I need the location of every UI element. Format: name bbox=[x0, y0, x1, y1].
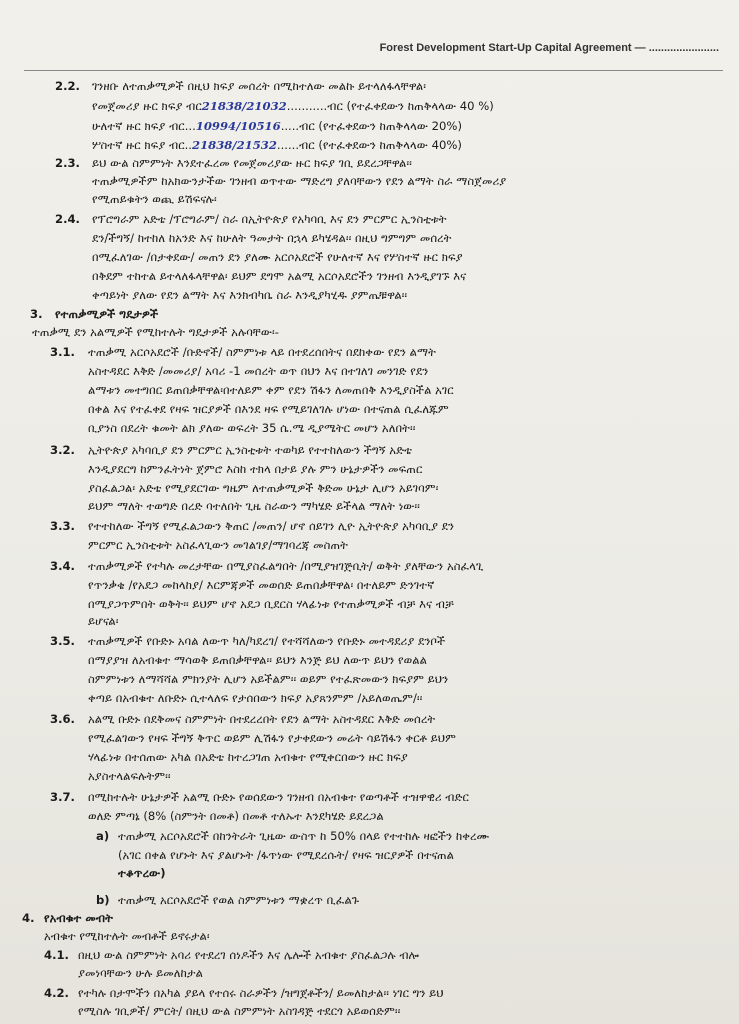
s34-line2: የጥንቃቄ /የአደጋ መከላከያ/ እርምጃዎች መወሰድ ይጠበቃቸዋል፡ በተለይም ድንገተኛ bbox=[88, 578, 435, 592]
handwritten-amount-2: 10994/10516 bbox=[195, 119, 281, 133]
s24-line3: በሚፈለገው /በታቀደው/ መጠን ደን ያለሙ አርሶአደሮች የሁለተኛ እና የሦስተኛ ዙር ክፍያ bbox=[92, 250, 463, 264]
s22-line3 bbox=[92, 119, 462, 133]
s32-line3: ያስፈልጋል፡ አድቴ የሚያደርገው ግዜም ለተጠቃሚዎች ቅድመ ሁኔታ ሊሆን አይገባም፡ bbox=[88, 481, 439, 495]
s23-line2: ተጠቃሚዎችም ከአክውንታችው ገንዘብ ወጥተው ማድረግ ያለባቸውን የደን ልማት ስራ ማስጀመሪያ bbox=[92, 174, 507, 188]
section-3-title: የተጠቃሚዎች ግዴታዎች bbox=[55, 307, 159, 321]
section-3-1-number: 3.1. bbox=[50, 345, 75, 359]
s22-line4 bbox=[92, 138, 462, 152]
s32-line4: ይህም ማለት ተወግድ በረድ ባተለበት ጊዜ ስራውን ማካሄድ ይችላል ማለት ነው፡፡ bbox=[88, 499, 420, 513]
s22-l2-text-a: የመጀመሪያ ዙር ክፍያ ብር bbox=[92, 99, 202, 113]
s34-line4: ይሆናል፡ bbox=[88, 614, 119, 628]
s22-line2 bbox=[92, 99, 494, 113]
s36-line3: ሃላፊነቱ በተሰጠው አካል በአድቴ ከተረጋገጠ አብቁተ የሚቀርበውን ዙር ክፍያ bbox=[88, 750, 408, 764]
s34-line3: በሚያጋጥምበት ወቅት፡፡ ይህም ሆኖ አደጋ ቢደርስ ሃላፊነቱ የተጠቃሚዎች ብቻ እና ብቻ bbox=[88, 597, 454, 611]
section-2-3-number: 2.3. bbox=[55, 156, 80, 170]
s41-line1: በዚህ ውል ስምምነት አባሪ የተደረገ ሰነዶችን እና ሌሎች አብቁተ ያስፈልጋሉ ብሎ bbox=[78, 948, 420, 962]
section-4-1-number: 4.1. bbox=[44, 948, 69, 962]
section-3-6-number: 3.6. bbox=[50, 712, 75, 726]
s35-line2: በማያያዝ ለአብቁተ ማሳወቅ ይጠበቃቸዋል፡፡ ይህን እንጅ ይህ ለውጥ ይህን የወልል bbox=[88, 653, 427, 667]
section-3-7-number: 3.7. bbox=[50, 790, 75, 804]
s33-line1: የተተከለው ችግኝ የሚፈልጋውን ቅጠር /መጠን/ ሆኖ ሰይገን ሊዮ ኢትዮጵያ አካባቢያ ደን bbox=[88, 519, 455, 533]
section-3-2-number: 3.2. bbox=[50, 443, 75, 457]
s31-line1: ተጠቃሚ አርሶአደሮች /ቡድኖች/ ስምምነቱ ላይ በተደረሰበትና በደከቀው የደን ልማት bbox=[88, 345, 436, 359]
s31-line4: በቀል እና የተፈቀደ የዛፍ ዝርያዎች በእንደ ዛፍ የሚይገለገሉ ሆነው በተናጠል ሲፈለጁም bbox=[88, 402, 449, 416]
header-rule bbox=[24, 70, 723, 71]
s22-l2-text-b: ...........ብር (የተፈቀደውን ከጠቅላላው 40 %) bbox=[286, 99, 494, 113]
section-2-4-number: 2.4. bbox=[55, 212, 80, 226]
section-4-title: የአብቁተ መብት bbox=[44, 911, 113, 925]
section-3-number: 3. bbox=[30, 307, 43, 321]
section-4-2-number: 4.2. bbox=[44, 986, 69, 1000]
s24-line5: ቀጣይነት ያለው የደን ልማት እና እንክብካቤ ስራ እንዲያካሂዱ ያምጤቹዋል፡፡ bbox=[92, 288, 408, 302]
item-a-label: a) bbox=[96, 829, 110, 843]
s32-line1: ኢትዮጵያ አካባቢያ ደን ምርምር ኢንስቲቱት ተወካይ የተተከለውን ችግኝ አድቴ bbox=[88, 443, 412, 457]
s37-a-line1: ተጠቃሚ አርሶአደሮች በከንትራት ጊዜው ውስጥ ከ 50% በላይ የተተከሉ ዛፎችን ከቀረሙ bbox=[118, 829, 490, 843]
s24-line1: የፕሮግራም አድቴ /ፕሮግራም/ ስራ በኢትዮጵያ የአካባቢ እና ደን ምርምር ኢንስቲቱት bbox=[92, 212, 447, 226]
s31-line3: ልማቱን መተግበር ይጠበቃቸዋል፡በተለይም ቀም የደን ሽፋን ለመጠበቅ እንዲያስችል አገር bbox=[88, 383, 454, 397]
section-3-5-number: 3.5. bbox=[50, 634, 75, 648]
s22-line1: ገንዘቡ ለተጠቃሚዎች በዚህ ክፍያ መሰረት በሚከተለው መልኩ ይተላለፋላቸዋል፡ bbox=[92, 79, 426, 93]
s36-line2: የሚፈልገውን የዛፍ ችግኝ ቅጥር ወይም ሊሽፋን የታቀደውን መሬት ሳይሽፋን ቀርቶ ይህም bbox=[88, 731, 456, 745]
s23-line1: ይህ ውል ስምምነት እንደተፈረመ የመጀመሪያው ዙር ክፍያ ገቢ ይደረጋቸዋል፡፡ bbox=[92, 156, 412, 170]
section-3-4-number: 3.4. bbox=[50, 559, 75, 573]
s24-line4: በቅደም ተከተል ይተላለፋላቸዋል፡ ይህም ደግሞ አልሚ አርሶአደሮችን ገንዘብ እንዲያገኙ እና bbox=[92, 269, 467, 283]
section-4-intro: አብቁተ የሚከተሉት መብቶች ይኖሩታል፡ bbox=[44, 929, 210, 943]
s22-l4-text-a: ሦስተኛ ዙር ክፍያ ብር.. bbox=[92, 138, 192, 152]
s35-line3: ስምምነቱን ለማሻሻል ምክንያት ሊሆን አይችልም፡፡ ወይም የተፈጽመውን ክፍያም ይህን bbox=[88, 672, 449, 686]
s37-a-line3: ተቆጥረው) bbox=[118, 866, 166, 880]
s33-line2: ምርምር ኢንስቲቱት አስፈላጊውን መገልገያ/ማገባረጃ መስጠት bbox=[88, 538, 348, 552]
s37-line1: በሚከተሉት ሁኔታዎች አልሚ ቡድኑ የወሰደውን ገንዘብ በአብቁተ የወጣቶች ተዝዋዊሪ ብድር bbox=[88, 790, 469, 804]
s22-l3-text-b: .....ብር (የተፈቀደውን ከጠቅላላው 20%) bbox=[280, 119, 462, 133]
s22-l3-text-a: ሁለተኛ ዙር ክፍያ ብር... bbox=[92, 119, 196, 133]
s22-l4-text-b: ......ብር (የተፈቀደውን ከጠቅላላው 40%) bbox=[276, 138, 462, 152]
s34-line1: ተጠቃሚዎች የተካሉ መረታቸው በሚያስፈልግበት /በሚያዝገጅቢት/ ወቅት ያለቸውን አስፈላጊ bbox=[88, 559, 484, 573]
s37-line2: ወለድ ምጣኔ (8% (ስምንት በመቶ) በመቶ ተለኡተ እንደካሄድ ይደረጋል bbox=[88, 809, 384, 823]
s37-a-line2: (አገር በቀል የሆኑት እና ያልሆኑት /ፋጥነው የሚደረሱት/ የዛፍ ዝርያዎች በተናጠል bbox=[118, 848, 455, 862]
page-header: Forest Development Start-Up Capital Agreement — ....................... bbox=[379, 42, 719, 54]
s32-line2: እንዲያደርግ ከምንፈትነት ጀምሮ እስከ ተክላ በታይ ያሉ ምን ሁኔታዎችን መፍጠር bbox=[88, 462, 423, 476]
s31-line2: አስተዳደር እቅድ /መመሪያ/ አባሪ -1 መሰረት ወጥ በህን እና በተገለገ መንገድ የደን bbox=[88, 364, 429, 378]
handwritten-amount-1: 21838/21032 bbox=[201, 99, 287, 113]
s24-line2: ደን/ችግኝ/ ከተከለ ከአንድ እና ከሁለት ዓመታት በኋላ ይካሄዳል፡፡ በዚህ ግምግም መሰረት bbox=[92, 231, 452, 245]
handwritten-amount-3: 21838/21532 bbox=[192, 138, 277, 152]
section-3-intro: ተጠቃሚ ደን አልሚዎች የሚከተሉት ግዴታዎች አሉባቸው፡- bbox=[32, 325, 279, 339]
s41-line2: ያመነባቸውን ሁሉ ይመለከታል bbox=[78, 966, 203, 980]
section-3-3-number: 3.3. bbox=[50, 519, 75, 533]
s35-line4: ቀጣይ በአብቁተ ለቡድኑ ሲተላለፍ የታሰበውን ክፍያ አያጸንምም /አይለወጤም/፡፡ bbox=[88, 691, 423, 705]
s42-line2: የሚስሉ ገቢዎች/ ምርት/ በዚህ ውል ስምምነት አስገዳጅ ተደርጎ አይወሰድም፡፡ bbox=[78, 1004, 401, 1018]
s36-line4: አያስተላልፍሉትም፡፡ bbox=[88, 769, 171, 783]
s37-b-line1: ተጠቃሚ አርሶአደሮች የወል ስምምነቱን ማቋረጥ ቢፈልጉ bbox=[118, 893, 360, 907]
s23-line3: የሚጠይቁትን ወጪ ይሽፍናሉ፡ bbox=[92, 192, 217, 206]
section-4-number: 4. bbox=[22, 911, 35, 925]
s36-line1: አልሚ ቡድኑ በደቅመና ስምምነት በተደረረበት የደን ልማት አስተዳደር እቅድ መሰረት bbox=[88, 712, 436, 726]
item-b-label: b) bbox=[96, 893, 110, 907]
s42-line1: የተካሉ በታሞችን በአካል ያይላ የተሰሩ ስራዎችን /ዝግጀቶችን/ ይመለከታል፡፡ ነገር ግን ይህ bbox=[78, 986, 444, 1000]
section-2-2-number: 2.2. bbox=[55, 79, 80, 93]
s31-line5: ቢያንስ በደረት ቁመት ልክ ያለው ወፍረት 35 ሴ.ሜ ዲያሜትር መሆን አለበት፡፡ bbox=[88, 421, 416, 435]
s35-line1: ተጠቃሚዎች የቡድኑ አባል ለውጥ ካለ/ካደረገ/ የተሻሻለውን የቡድኑ መተዳደሪያ ደንቦች bbox=[88, 634, 446, 648]
